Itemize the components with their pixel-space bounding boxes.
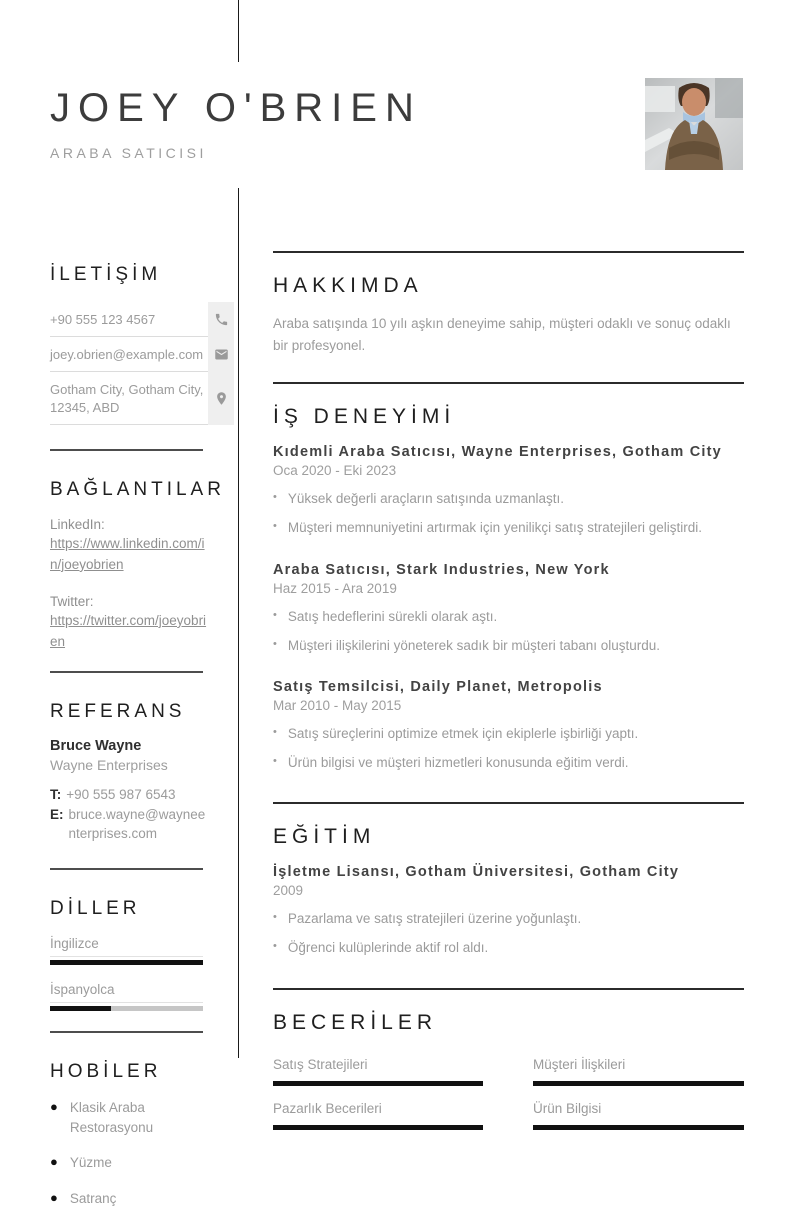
sidebar-section-divider [50,671,203,673]
section-divider [273,382,744,384]
skill-item [533,1057,744,1086]
skill-level-bar [273,1081,483,1086]
education-title: İşletme Lisansı, Gotham Üniversitesi, Gotham City [273,863,680,880]
skill-item [273,1101,483,1130]
language-level-fill [50,960,203,965]
sidebar-section-divider [50,1031,203,1033]
skill-level-bar [273,1125,483,1130]
hobby-text: Satranç [69,1191,117,1207]
bullet-text: Ürün bilgisi ve müşteri hizmetleri konusunda eğitim verdi. [287,755,629,771]
section-divider [273,802,744,804]
job-entry [273,562,744,657]
skill-item [533,1101,744,1130]
bullet-item [273,938,744,958]
education-heading: EĞİTİM [273,824,376,848]
education-section [273,825,744,989]
bullet-icon: ● [50,1190,58,1206]
job-bullets [273,489,744,539]
skill-level-fill [273,1125,483,1130]
hobby-item [50,1153,195,1173]
person-job-title: ARABA SATICISI [50,145,207,161]
language-name: İspanyolca [50,982,203,1003]
bullet-item [273,724,744,744]
about-section [273,274,744,382]
skill-level-bar [533,1081,744,1086]
language-level-bar [50,1006,203,1011]
skills-section [273,1011,744,1130]
about-text: Araba satışında 10 yılı aşkın deneyime sahip, müşteri odaklı ve sonuç odaklı bir profesyonel. [273,316,731,353]
languages-heading: DİLLER [50,898,141,920]
bullet-text: Müşteri memnuniyetini artırmak için yenilikçi satış stratejileri geliştirdi. [287,520,702,536]
location-icon [208,372,234,425]
bullet-item [273,518,744,538]
skill-name: Ürün Bilgisi [533,1101,602,1117]
skill-item [273,1057,483,1086]
bullet-item [273,607,744,627]
bullet-text: Satış hedeflerini sürekli olarak aştı. [287,608,498,624]
mail-icon [208,337,234,372]
reference-email-label: E: [50,806,64,822]
bullet-item [273,909,744,929]
language-level-bar [50,960,203,965]
language-item [50,982,203,1011]
sidebar-section-divider [50,868,203,870]
links-heading: BAĞLANTILAR [50,479,225,501]
skill-level-bar [533,1125,744,1130]
skills-grid [273,1057,744,1130]
skill-level-fill [533,1125,744,1130]
bullet-icon: • [273,910,277,923]
skill-name: Satış Stratejileri [273,1057,368,1073]
language-name: İngilizce [50,936,203,957]
twitter-label: Twitter: [50,593,94,609]
job-dates: Haz 2015 - Ara 2019 [273,580,397,596]
education-dates: 2009 [273,882,304,898]
job-bullets [273,724,744,774]
education-bullets [273,909,744,959]
bullet-text: Pazarlama ve satış stratejileri üzerine yoğunlaştı. [287,910,582,926]
hobby-text: Klasik Araba Restorasyonu [69,1100,154,1135]
job-entry [273,679,744,774]
reference-email-row [50,805,210,844]
reference-heading: REFERANS [50,700,186,722]
skill-level-fill [273,1081,483,1086]
about-heading: HAKKIMDA [273,274,423,297]
bullet-icon: • [273,637,277,650]
job-dates: Oca 2020 - Eki 2023 [273,463,397,479]
job-title: Araba Satıcısı, Stark Industries, New York [273,561,610,578]
job-bullets [273,607,744,657]
bullet-icon: • [273,608,277,621]
skill-name: Müşteri İlişkileri [533,1057,626,1073]
bullet-text: Satış süreçlerini optimize etmek için ekiplerle işbirliği yaptı. [287,726,639,742]
bullet-item [273,753,744,773]
sidebar [50,262,238,1225]
contact-heading: İLETİŞİM [50,264,162,285]
bullet-text: Müşteri ilişkilerini yöneterek sadık bir müşteri tabanı oluşturdu. [287,637,661,653]
hobby-text: Yüzme [69,1155,112,1171]
hobby-item [50,1098,195,1137]
job-dates: Mar 2010 - May 2015 [273,698,402,714]
bullet-text: Yüksek değerli araçların satışında uzmanlaştı. [287,491,564,507]
profile-photo [645,78,743,170]
section-divider [273,251,744,253]
skill-name: Pazarlık Becerileri [273,1101,382,1117]
bullet-icon: • [273,939,277,952]
section-divider [273,988,744,990]
reference-company: Wayne Enterprises [50,757,168,774]
email-address: joey.obrien@example.com [50,337,208,372]
phone-icon [208,302,234,337]
linkedin-link[interactable]: https://www.linkedin.com/in/joeyobrien [50,536,205,572]
profile-photo-illustration [645,78,743,170]
job-title: Kıdemli Araba Satıcısı, Wayne Enterprises, Gotham City [273,444,722,461]
person-name: JOEY O'BRIEN [50,86,422,130]
reference-phone: +90 555 987 6543 [66,787,176,803]
address-text: Gotham City, Gotham City, 12345, ABD [50,372,208,425]
bullet-icon: ● [50,1099,58,1115]
link-item-twitter [50,594,208,653]
reference-phone-row [50,785,210,805]
job-entry [273,444,744,539]
link-item-linkedin [50,517,208,576]
column-divider-line [238,188,239,1058]
bullet-text: Öğrenci kulüplerinde aktif rol aldı. [287,939,489,955]
bullet-icon: • [273,520,277,533]
header [50,86,610,161]
experience-section [273,405,744,802]
hobbies-heading: HOBİLER [50,1060,162,1082]
bullet-icon: ● [50,1154,58,1170]
language-item [50,936,203,965]
bullet-icon: • [273,726,277,739]
reference-name: Bruce Wayne [50,738,142,755]
linkedin-label: LinkedIn: [50,517,105,533]
contact-row-phone [50,302,238,337]
bullet-icon: • [273,491,277,504]
hobby-item [50,1189,195,1209]
bullet-item [273,489,744,509]
sidebar-section-divider [50,449,203,451]
bullet-icon: • [273,755,277,768]
reference-email: bruce.wayne@wayneenterprises.com [68,806,206,842]
skill-level-fill [533,1081,744,1086]
language-level-fill [50,1006,111,1011]
contact-row-address [50,372,238,425]
twitter-link[interactable]: https://twitter.com/joeyobrien [50,612,207,649]
phone-number: +90 555 123 4567 [50,302,208,337]
education-entry [273,864,744,959]
job-title: Satış Temsilcisi, Daily Planet, Metropolis [273,679,603,696]
skills-heading: BECERİLER [273,1011,438,1035]
bullet-item [273,636,744,656]
reference-phone-label: T: [50,787,62,803]
main-content [273,251,744,1156]
header-divider-line [238,0,239,62]
experience-heading: İŞ DENEYİMİ [273,405,456,429]
contact-row-email [50,337,238,372]
